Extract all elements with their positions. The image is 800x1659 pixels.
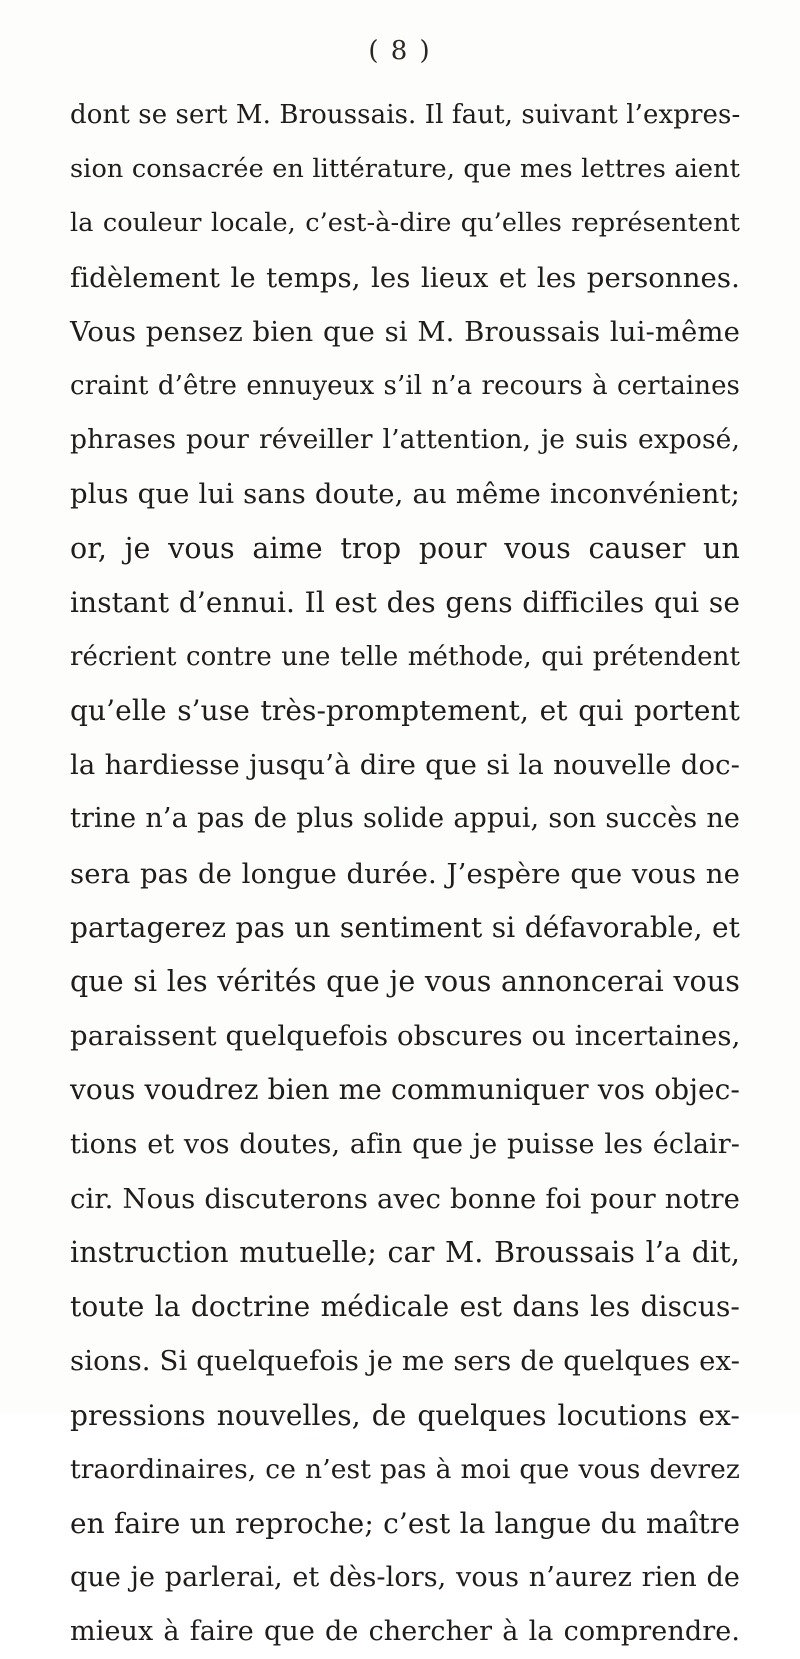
text-line: cir. Nous discuterons avec bonne foi pour notre <box>70 1182 740 1215</box>
text-line: phrases pour réveiller l’attention, je suis exposé, <box>70 424 740 456</box>
page-number: ( 8 ) <box>368 36 432 66</box>
text-line: or, je vous aime trop pour vous causer un <box>70 531 740 565</box>
text-line: instruction mutuelle; car M. Broussais l’a dit, <box>70 1235 740 1269</box>
text-line: vous voudrez bien me communiquer vos objec- <box>70 1073 740 1107</box>
text-line: trine n’a pas de plus solide appui, son succès ne <box>70 803 740 835</box>
text-line: craint d’être ennuyeux s’il n’a recours à certaines <box>70 370 740 401</box>
text-line: mieux à faire que de chercher à la comprendre. <box>70 1616 740 1648</box>
text-line: fidèlement le temps, les lieux et les personnes. <box>70 261 740 294</box>
text-line: Vous pensez bien que si M. Broussais lui-même <box>70 315 740 348</box>
text-line: sera pas de longue durée. J’espère que vous ne <box>70 857 740 890</box>
text-line: en faire un reproche; c’est la langue du maître <box>70 1506 740 1540</box>
text-line: qu’elle s’use très-promptement, et qui portent <box>70 694 740 728</box>
text-line: la couleur locale, c’est-à-dire qu’elles représentent <box>70 208 740 239</box>
text-line: récrient contre une telle méthode, qui prétendent <box>70 641 740 672</box>
text-line: la hardiesse jusqu’à dire que si la nouvelle doc- <box>70 749 740 782</box>
text-line: toute la doctrine médicale est dans les discus- <box>70 1290 740 1324</box>
body-text <box>70 88 740 1659</box>
text-line: que je parlerai, et dès-lors, vous n’aurez rien de <box>70 1562 740 1594</box>
text-line: que si les vérités que je vous annoncerai vous <box>70 965 740 998</box>
text-line: instant d’ennui. Il est des gens difficiles qui se <box>70 585 740 619</box>
text-line: traordinaires, ce n’est pas à moi que vous devrez <box>70 1453 740 1485</box>
text-line: partagerez pas un sentiment si défavorable, et <box>70 910 740 944</box>
text-line: plus que lui sans doute, au même inconvénient; <box>70 478 740 511</box>
text-line: sion consacrée en littérature, que mes lettres aient <box>70 154 740 185</box>
text-line: pressions nouvelles, de quelques locutions ex- <box>70 1398 740 1432</box>
text-line: tions et vos doutes, afin que je puisse les éclair- <box>70 1128 740 1160</box>
text-line: dont se sert M. Broussais. Il faut, suivant l’expres- <box>70 100 741 130</box>
text-line: paraissent quelquefois obscures ou incertaines, <box>70 1020 741 1053</box>
text-line: sions. Si quelquefois je me sers de quelques ex- <box>70 1345 740 1378</box>
